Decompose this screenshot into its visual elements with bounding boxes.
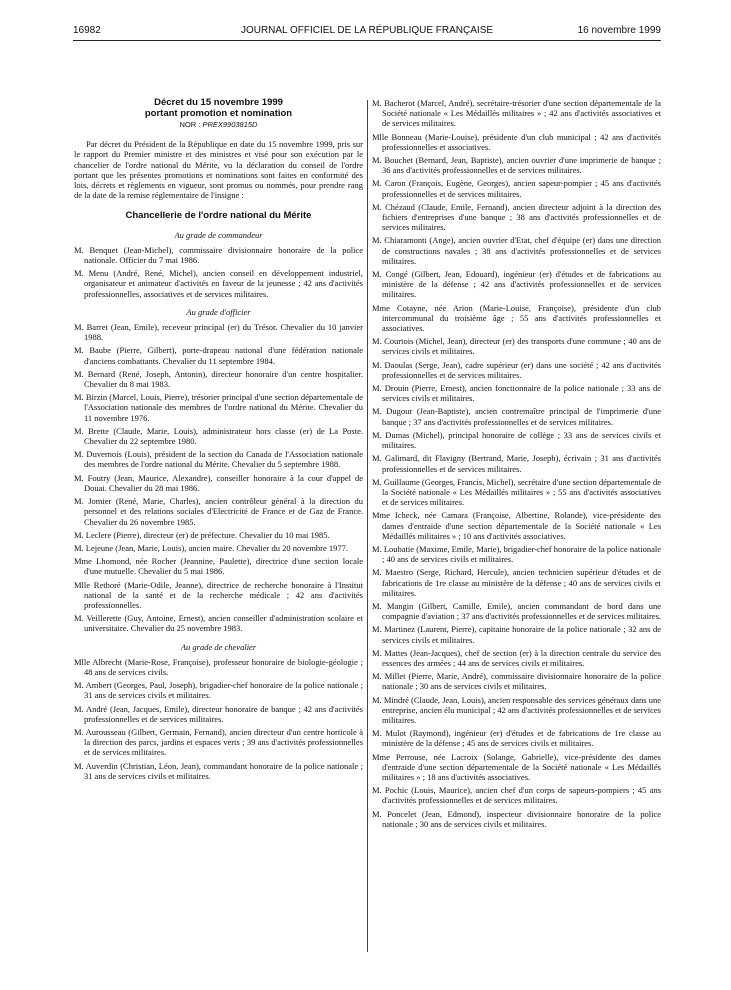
list-item: M. Mulot (Raymond), ingénieur (er) d'études et de fabrications de 1re classe au ministère de la défense ; 45 ans de services civils et militaires. [372,728,661,749]
list-item: M. Duvernois (Louis), président de la section du Canada de l'Association nationale des membres de l'ordre national du Mérite. Chevalier du 5 septembre 1988. [74,449,363,470]
list-item: Mme Cotayne, née Arion (Marie-Louise, Françoise), présidente d'un club intercommunal du troisième âge ; 55 ans d'activités professionnelles et associatives. [372,302,661,334]
decree-title-line: portant promotion et nomination [144,107,293,119]
list-item: M. Congé (Gilbert, Jean, Edouard), ingénieur (er) d'études et de fabrications au ministère de la défense ; 42 ans d'activités professionnelles et de services militaires. [372,269,661,300]
list-item: M. Leclere (Pierre), directeur (er) de préfecture. Chevalier du 10 mai 1985. [74,529,330,540]
list-item: M. Guillaume (Georges, Francis, Michel), secrétaire d'une section départementale de la Société nationale « Les Médaillés militaires » ; 55 ans d'activités associatives et de services militaires. [372,476,661,508]
list-item: Mme Perrouse, née Lacroix (Solange, Gabrielle), vice-présidente des dames d'entraide d'une section départementale de la Société nationale « Les Médaillés militaires » ; 18 ans d'activités associatives. [372,751,661,782]
chancellerie-heading: Chancellerie de l'ordre national du Mérite [125,210,312,222]
commandeur-list [74,245,363,299]
list-item: M. Mindré (Claude, Jean, Louis), ancien responsable des services généraux dans une entreprise, ancien élu municipal ; 42 ans d'activités professionnelles et de services militaires. [372,694,661,725]
list-item: M. Foutry (Jean, Maurice, Alexandre), conseiller honoraire à la cour d'appel de Douai. Chevalier du 28 mai 1986. [74,472,363,493]
list-item: M. Jomier (René, Marie, Charles), ancien contrôleur général à la direction du personnel et des relations sociales d'Electricité de France et de Gaz de France. Chevalier du 26 novembre 1985. [74,496,363,527]
list-item: M. Poncelet (Jean, Edmond), inspecteur divisionnaire honoraire de la police nationale ; 30 ans de services civils et militaires. [372,808,661,829]
page-number: 16982 [73,25,101,36]
list-item: M. Chiaramonti (Ange), ancien ouvrier d'Etat, chef d'équipe (er) dans une direction de constructions navales ; 38 ans d'activités professionnelles et de services militaires. [372,235,661,266]
issue-date: 16 novembre 1999 [577,25,661,36]
decree-title [74,98,363,119]
list-item: Mlle Bonneau (Marie-Louise), présidente d'un club municipal ; 42 ans d'activités professionnelles et associatives. [372,131,661,152]
journal-title: JOURNAL OFFICIEL DE LA RÉPUBLIQUE FRANÇAISE [240,25,494,36]
list-item: M. Benquet (Jean-Michel), commissaire divisionnaire honoraire de la police nationale. Officier du 7 mai 1986. [74,244,363,266]
list-item: M. Caron (François, Eugène, Georges), ancien sapeur-pompier ; 45 ans d'activités professionnelles et de services militaires. [372,178,661,199]
list-item: M. Bouchet (Bernard, Jean, Baptiste), ancien ouvrier d'une imprimerie de banque ; 36 ans d'activités professionnelles et de services militaires. [372,155,661,176]
list-item: M. Maestro (Serge, Richard, Hercule), ancien technicien supérieur d'études et de fabrications de 1re classe au ministère de la défense ; 40 ans de services civils et militaires. [372,567,661,598]
list-item: M. Lejeune (Jean, Marie, Louis), ancien maire. Chevalier du 20 novembre 1977. [74,542,349,553]
column-divider [367,100,368,952]
header-rule [73,40,661,41]
list-item: M. Drouin (Pierre, Ernest), ancien fonctionnaire de la police nationale ; 33 ans de services civils et militaires. [372,383,661,404]
list-item: M. Loubatie (Maxime, Emile, Marie), brigadier-chef honoraire de la police nationale ; 40 ans de services civils et militaires. [372,543,661,565]
list-item: M. Veillerette (Guy, Antoine, Ernest), ancien conseiller d'administration scolaire et universitaire. Chevalier du 25 novembre 1983. [74,613,363,634]
list-item: M. Galimard, dit Flavigny (Bertrand, Marie, Joseph), écrivain ; 31 ans d'activités professionnelles et de services militaires. [372,453,661,474]
grade-heading: Au grade de chevalier [180,641,257,652]
list-item: M. Barret (Jean, Emile), receveur principal (er) du Trésor. Chevalier du 10 janvier 1988. [74,322,363,343]
nor-value: PREX9903815D [202,120,258,129]
chevalier-list-left [74,657,363,781]
list-item: M. Dumas (Michel), principal honoraire de collège ; 33 ans de services civils et militaires. [372,429,661,451]
list-item: M. Pochic (Louis, Maurice), ancien chef d'un corps de sapeurs-pompiers ; 45 ans d'activités professionnelles et de services militaires. [372,785,661,806]
list-item: M. Baube (Pierre, Gilbert), porte-drapeau national d'une fédération nationale d'anciens combattants. Chevalier du 11 septembre 1984. [74,345,363,366]
list-item: M. Bacherot (Marcel, André), secrétaire-trésorier d'une section départementale de la Société nationale « Les Médaillés militaires » ; 42 ans d'activités associatives et de services militaires. [372,98,661,129]
list-item: M. Aurousseau (Gilbert, Germain, Fernand), ancien directeur d'un centre horticole à la direction des parcs, jardins et espaces verts ; 39 ans d'activités professionnelles et de services militaires. [74,726,363,758]
list-item: M. Chézaud (Claude, Emile, Fernand), ancien directeur adjoint à la direction des fichiers d'entreprises d'une banque ; 38 ans d'activités professionnelles et de services militaires. [372,201,661,233]
list-item: M. Courtois (Michel, Jean), directeur (er) des transports d'une commune ; 40 ans de services civils et militaires. [372,336,661,357]
list-item: M. Dugour (Jean-Baptiste), ancien contremaître principal de l'imprimerie d'une banque ; 37 ans d'activités professionnelles et de services militaires. [372,406,661,427]
page-header [73,25,661,41]
list-item: M. Mangin (Gilbert, Camille, Emile), ancien commandant de bord dans une compagnie d'aviation ; 37 ans d'activités professionnelles et de services militaires. [372,600,661,622]
list-item: Mlle Albrecht (Marie-Rose, Françoise), professeur honoraire de biologie-géologie ; 48 ans de services civils. [74,656,363,677]
nor-label: NOR : [179,120,201,129]
list-item: M. Martinez (Laurent, Pierre), capitaine honoraire de la police nationale ; 32 ans de services civils et militaires. [372,624,661,645]
right-column [372,98,661,832]
list-item: M. Brette (Claude, Marie, Louis), administrateur hors classe (er) de La Poste. Chevalier du 22 septembre 1980. [74,425,363,447]
list-item: M. Ambert (Georges, Paul, Joseph), brigadier-chef honoraire de la police nationale ; 31 ans de services civils et militaires. [74,680,363,701]
officier-list [74,322,363,633]
list-item: Mlle Rethoré (Marie-Odile, Jeanne), directrice de recherche honoraire à l'Institut national de la santé et de la recherche médicale ; 42 ans d'activités professionnelles. [74,579,363,610]
grade-heading: Au grade de commandeur [174,229,263,240]
list-item: M. Mattes (Jean-Jacques), chef de section (er) à la direction centrale du service des essences des armées ; 44 ans de services civils et militaires. [372,647,661,668]
list-item: M. Millet (Pierre, Marie, André), commissaire divisionnaire honoraire de la police nationale ; 30 ans de services civils et militaires. [372,671,661,692]
decree-intro: Par décret du Président de la République en date du 15 novembre 1999, pris sur le rapport du Premier ministre et des ministres et visé pour son exécution par le chancelier de l'ordre national du Mérite, vu la déclaration du conseil de l'ordre portant que les présentes promotions et nominations sont faites en conformité des lois, décrets et règlements en vigueur, sont promus ou nommés, pour prendre rang de la date de la remise réglementaire de l'insigne : [74,139,363,201]
list-item: M. Bernard (René, Joseph, Antonin), directeur honoraire d'un centre hospitalier. Chevalier du 8 mai 1983. [74,368,363,390]
list-item: M. Birzin (Marcel, Louis, Pierre), trésorier principal d'une section départementale de l'Association nationale des membres de l'ordre national du Mérite. Chevalier du 11 novembre 1976. [74,392,363,423]
grade-heading: Au grade d'officier [186,306,251,317]
decree-title-line: Décret du 15 novembre 1999 [154,97,283,108]
nor-reference [74,120,363,130]
list-item: Mme Lhomond, née Rocher (Jeannine, Paulette), directrice d'une section locale d'une mutuelle. Chevalier du 5 mai 1986. [74,556,363,577]
list-item: M. Daoulas (Serge, Jean), cadre supérieur (er) dans une société ; 42 ans d'activités professionnelles et de services militaires. [372,359,661,380]
chevalier-list-right [372,98,661,829]
list-item: M. Menu (André, René, Michel), ancien conseil en développement industriel, organisateur et animateur d'activités en faveur de la jeunesse ; 42 ans d'activités professionnelles, associatives et de services militaires. [74,268,363,299]
list-item: M. André (Jean, Jacques, Emile), directeur honoraire de banque ; 42 ans d'activités professionnelles et de services militaires. [74,703,363,724]
left-column [74,98,363,784]
list-item: Mme Icheck, née Camara (Françoise, Albertine, Rolande), vice-présidente des dames d'entraide d'une section départementale de la Société nationale « Les Médaillés militaires » ; 10 ans d'activités associatives. [372,510,661,541]
list-item: M. Auverdin (Christian, Léon, Jean), commandant honoraire de la police nationale ; 31 ans de services civils et militaires. [74,760,363,781]
